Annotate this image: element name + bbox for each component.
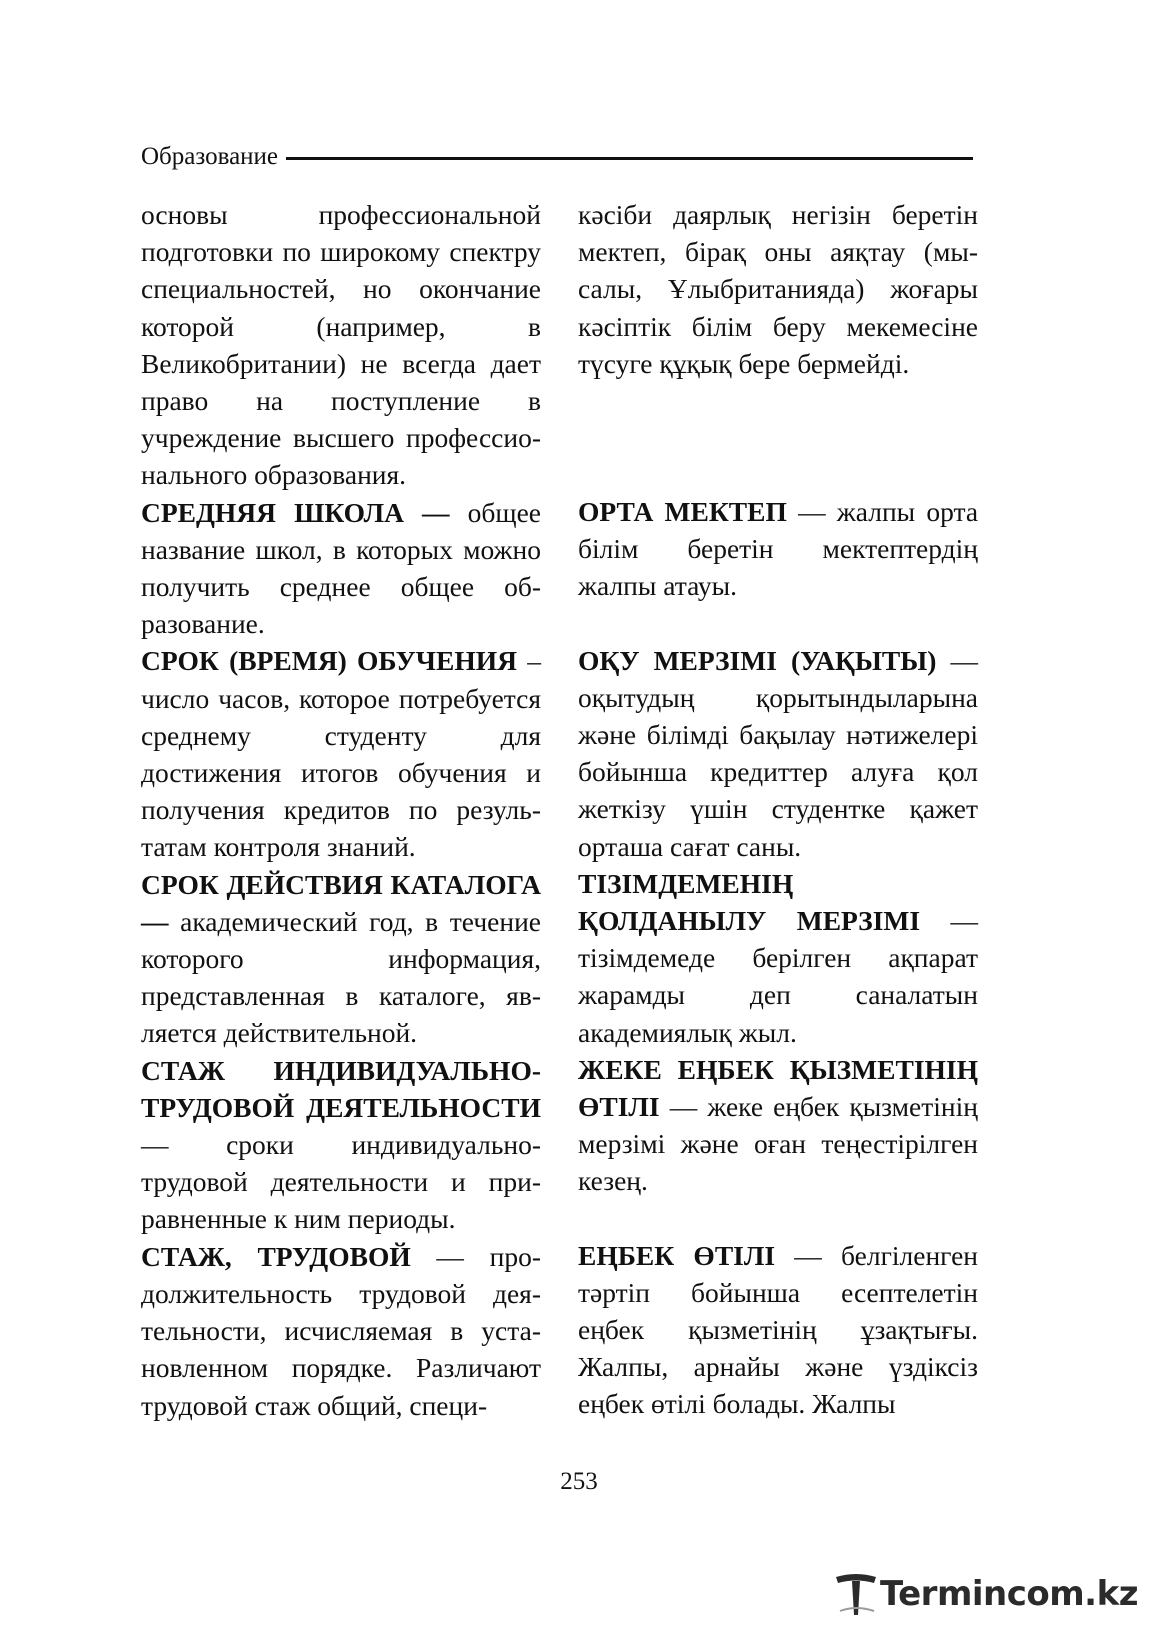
entry-ru <box>141 1238 541 1424</box>
entry-body: — жеке еңбек қызметінің мерзімі және оған теңестірілген кезең. <box>578 1091 978 1197</box>
entry-body: — сроки индивидуально-трудовой деятельности и приравненные к ним периоды. <box>141 1129 541 1235</box>
entry-continuation-ru <box>141 196 541 494</box>
section-title: Образование <box>141 143 279 170</box>
entry-body: академический год, в течение которого информация, представленная в каталоге, является действительной. <box>141 905 542 1049</box>
watermark-logo <box>834 1571 1138 1617</box>
left-column <box>141 196 541 1424</box>
entry-term: ОҚУ МЕРЗІМІ (УАҚЫТЫ) <box>578 644 937 676</box>
entry-ru <box>141 866 541 1052</box>
entry-kz <box>578 865 978 1051</box>
entry-body: — продолжительность трудовой деятельности, исчисляемая в установленном порядке. Различают трудовой стаж общий, специ- <box>141 1240 541 1421</box>
entry-kz <box>578 1237 978 1423</box>
entry-body: кәсіби даярлық негізін беретін мектеп, бірақ оны аяқтау (мысалы, Ұлыбританияда) жоғары кәсіптік білім беру мекемесіне түсуге құқық бере бермейді. <box>578 199 978 379</box>
entry-body: общее название школ, в которых можно получить среднее общее образование. <box>141 496 542 640</box>
entry-ru <box>141 494 541 643</box>
entry-body: — жалпы орта білім беретін мектептердің жалпы атауы. <box>578 496 979 602</box>
entry-continuation-kz <box>578 196 978 382</box>
entry-body: — белгіленген тәртіп бойынша есептелетін еңбек қызметінің ұзақтығы. Жалпы, арнайы және үздіксіз еңбек өтілі болады. Жалпы <box>578 1239 978 1420</box>
entry-term: ТІЗІМДЕМЕНІҢ ҚОЛДАНЫЛУ МЕРЗІМІ <box>578 867 921 937</box>
entry-term: СТАЖ ИНДИВИДУАЛЬНО-ТРУДОВОЙ ДЕЯТЕЛЬНОСТИ <box>141 1054 541 1123</box>
entry-kz <box>578 493 978 605</box>
entry-body: — оқытудың қорытындыларына және білімді бақылау нәтижелері бойынша кредиттер алуға қол жеткізу үшін студентке қажет орташа сағат саны. <box>578 644 978 862</box>
entry-term: ОРТА МЕКТЕП <box>578 496 787 528</box>
entry-term: СРОК (ВРЕМЯ) ОБУЧЕНИЯ <box>141 645 517 677</box>
right-column <box>578 196 978 1423</box>
entry-kz <box>578 1051 978 1200</box>
entry-body: – число часов, которое потребуется среднему студенту для достижения итогов обучения и получения кредитов по результатам контроля знаний. <box>141 645 541 863</box>
running-header <box>141 143 973 171</box>
entry-term: ЕҢБЕК ӨТІЛІ <box>578 1239 776 1271</box>
entry-body: — тізімдемеде берілген ақпарат жарамды деп саналатын академиялық жыл. <box>578 905 979 1048</box>
entry-term: СТАЖ, ТРУДОВОЙ <box>141 1240 411 1272</box>
entry-term: СРЕДНЯЯ ШКОЛА — <box>141 496 450 528</box>
entry-ru <box>141 1052 541 1238</box>
header-rule <box>286 157 973 160</box>
entry-kz <box>578 642 978 865</box>
page-number: 253 <box>560 1468 598 1495</box>
site-logo-icon <box>834 1571 878 1617</box>
watermark-text: Termincom.kz <box>879 1574 1138 1614</box>
entry-body: основы профессиональной подготовки по широкому спектру специальностей, но окончание которой (например, в Великобритании) не всегда дает право на поступление в учреждение высшего профессионального образования. <box>141 199 541 491</box>
entry-ru <box>141 642 541 865</box>
entry-term: СРОК ДЕЙСТВИЯ КАТАЛОГА — <box>141 868 541 937</box>
entry-term: ЖЕКЕ ЕҢБЕК ҚЫЗМЕТІНІҢ ӨТІЛІ <box>578 1053 978 1123</box>
